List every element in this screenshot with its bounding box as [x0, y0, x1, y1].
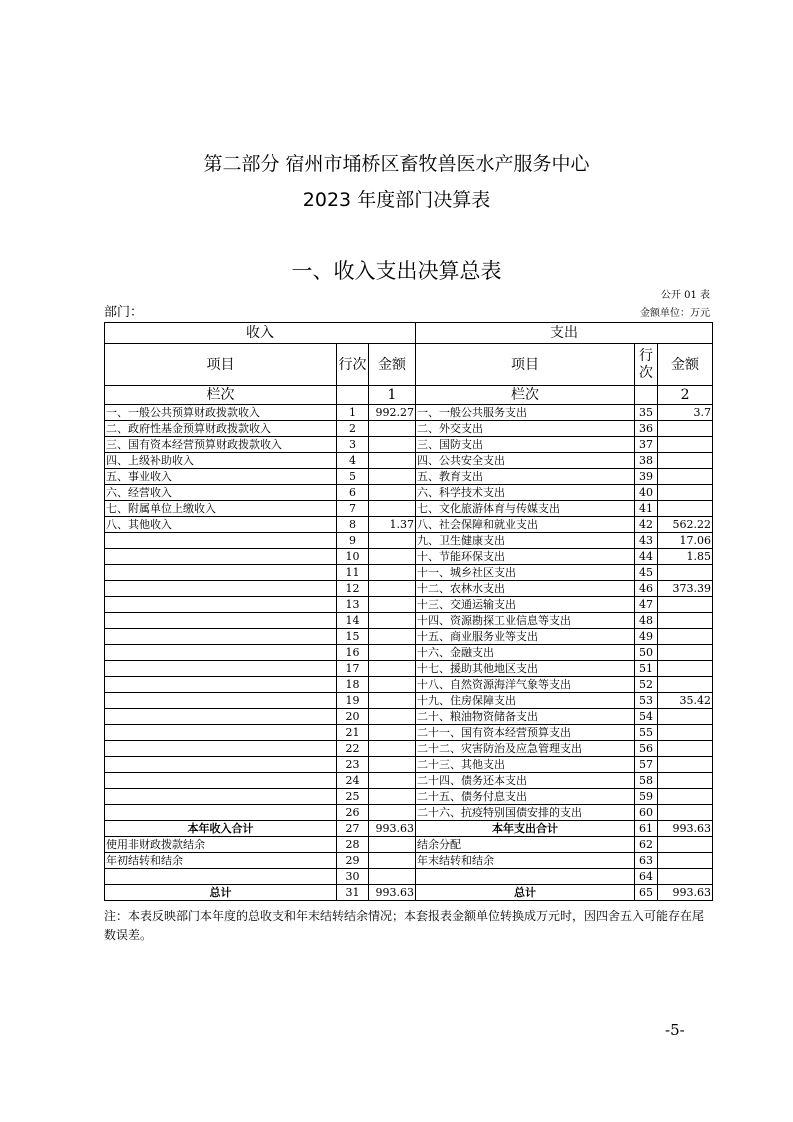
income-item: 一、一般公共预算财政拨款收入: [105, 405, 337, 421]
income-line: 13: [337, 597, 369, 613]
expense-line: 63: [635, 853, 658, 869]
income-item: 六、经营收入: [105, 485, 337, 501]
expense-line: 36: [635, 421, 658, 437]
income-line: 11: [337, 565, 369, 581]
income-item: [105, 709, 337, 725]
table-row: [105, 837, 713, 853]
income-amount: [369, 757, 416, 773]
table-row: [105, 885, 713, 901]
income-line: 27: [337, 821, 369, 837]
expense-line: 57: [635, 757, 658, 773]
income-line: 10: [337, 549, 369, 565]
table-row: [105, 597, 713, 613]
income-line: 31: [337, 885, 369, 901]
income-amount: [369, 725, 416, 741]
expense-amount: [658, 837, 713, 853]
expense-amount: [658, 869, 713, 885]
income-line: 8: [337, 517, 369, 533]
expense-line: 47: [635, 597, 658, 613]
expense-amount: [658, 613, 713, 629]
income-amount: [369, 437, 416, 453]
expense-header: 支出: [416, 323, 713, 344]
expense-line-header: 行次: [635, 344, 658, 386]
expense-amount: 993.63: [658, 885, 713, 901]
expense-amount: 17.06: [658, 533, 713, 549]
expense-line: 64: [635, 869, 658, 885]
section-title: 一、收入支出决算总表: [291, 259, 502, 283]
expense-item: 二十四、债务还本支出: [416, 773, 635, 789]
expense-amount-header: 金额: [658, 344, 713, 386]
income-amount: [369, 693, 416, 709]
income-item: 年初结转和结余: [105, 853, 337, 869]
table-row: [105, 469, 713, 485]
form-code: 公开 01 表: [660, 290, 710, 301]
expense-line: 49: [635, 629, 658, 645]
income-amount: [369, 581, 416, 597]
income-item: 使用非财政拨款结余: [105, 837, 337, 853]
income-amount: [369, 485, 416, 501]
col-number-1: 1: [369, 386, 416, 405]
income-amount: [369, 661, 416, 677]
income-line: 5: [337, 469, 369, 485]
income-amount: [369, 677, 416, 693]
income-line: 17: [337, 661, 369, 677]
page-number: -5-: [665, 1021, 685, 1039]
budget-table: [104, 322, 713, 901]
income-amount: [369, 837, 416, 853]
expense-amount: [658, 501, 713, 517]
income-amount: [369, 421, 416, 437]
expense-amount: [658, 709, 713, 725]
expense-amount: 373.39: [658, 581, 713, 597]
table-row: [105, 501, 713, 517]
expense-amount: [658, 437, 713, 453]
income-amount: [369, 869, 416, 885]
income-line: 23: [337, 757, 369, 773]
expense-item: 二十五、债务付息支出: [416, 789, 635, 805]
income-amount: [369, 709, 416, 725]
expense-item: 本年支出合计: [416, 821, 635, 837]
table-row: [105, 645, 713, 661]
income-item: [105, 629, 337, 645]
expense-line: 65: [635, 885, 658, 901]
expense-item: 一、一般公共服务支出: [416, 405, 635, 421]
expense-item: 七、文化旅游体育与传媒支出: [416, 501, 635, 517]
expense-item: [416, 869, 635, 885]
expense-amount: [658, 789, 713, 805]
expense-line: 60: [635, 805, 658, 821]
col-number-2: 2: [658, 386, 713, 405]
income-line: 26: [337, 805, 369, 821]
table-row: [105, 565, 713, 581]
income-amount: [369, 469, 416, 485]
income-line: 9: [337, 533, 369, 549]
income-amount: [369, 741, 416, 757]
expense-item: 二十二、灾害防治及应急管理支出: [416, 741, 635, 757]
expense-line: 62: [635, 837, 658, 853]
expense-item: 二十三、其他支出: [416, 757, 635, 773]
income-line: 15: [337, 629, 369, 645]
expense-amount: [658, 757, 713, 773]
expense-line: 37: [635, 437, 658, 453]
income-item: [105, 645, 337, 661]
table-row: [105, 709, 713, 725]
table-row: [105, 517, 713, 533]
income-item: 七、附属单位上缴收入: [105, 501, 337, 517]
table-row: [105, 821, 713, 837]
table-row: [105, 757, 713, 773]
income-amount: [369, 629, 416, 645]
income-line: 18: [337, 677, 369, 693]
table-row: [105, 405, 713, 421]
income-amount: 992.27: [369, 405, 416, 421]
expense-amount: [658, 725, 713, 741]
income-line-header: 行次: [337, 344, 369, 386]
expense-line: 54: [635, 709, 658, 725]
income-line: 2: [337, 421, 369, 437]
income-line: 1: [337, 405, 369, 421]
income-item: [105, 565, 337, 581]
table-row: [105, 677, 713, 693]
expense-line: 53: [635, 693, 658, 709]
income-item: 本年收入合计: [105, 821, 337, 837]
income-line: 16: [337, 645, 369, 661]
income-line: 25: [337, 789, 369, 805]
expense-line: 41: [635, 501, 658, 517]
expense-line: 44: [635, 549, 658, 565]
expense-item-header: 项目: [416, 344, 635, 386]
income-item: 八、其他收入: [105, 517, 337, 533]
expense-item: 五、教育支出: [416, 469, 635, 485]
income-line: 19: [337, 693, 369, 709]
income-line: 30: [337, 869, 369, 885]
table-row: [105, 661, 713, 677]
expense-line: 46: [635, 581, 658, 597]
income-amount: [369, 597, 416, 613]
expense-item: 十二、农林水支出: [416, 581, 635, 597]
table-row: [105, 581, 713, 597]
income-amount: [369, 789, 416, 805]
expense-amount: [658, 597, 713, 613]
expense-item: 九、卫生健康支出: [416, 533, 635, 549]
income-item: [105, 597, 337, 613]
expense-line: 50: [635, 645, 658, 661]
expense-line: 38: [635, 453, 658, 469]
income-line: 29: [337, 853, 369, 869]
table-row: [105, 741, 713, 757]
income-amount: [369, 645, 416, 661]
income-item: 四、上级补助收入: [105, 453, 337, 469]
table-row: [105, 613, 713, 629]
expense-line: 35: [635, 405, 658, 421]
expense-amount: [658, 677, 713, 693]
income-line: 12: [337, 581, 369, 597]
expense-line: 48: [635, 613, 658, 629]
income-amount: [369, 853, 416, 869]
table-row: [105, 725, 713, 741]
table-section: [104, 322, 714, 945]
income-item: [105, 677, 337, 693]
income-item: 二、政府性基金预算财政拨款收入: [105, 421, 337, 437]
income-line: 21: [337, 725, 369, 741]
income-item: [105, 661, 337, 677]
expense-item: 六、科学技术支出: [416, 485, 635, 501]
expense-amount: [658, 453, 713, 469]
expense-line: 45: [635, 565, 658, 581]
expense-amount: [658, 805, 713, 821]
table-row: [105, 629, 713, 645]
income-item: [105, 789, 337, 805]
income-amount: [369, 453, 416, 469]
expense-item: 二十、粮油物资储备支出: [416, 709, 635, 725]
income-line: 20: [337, 709, 369, 725]
expense-line: 56: [635, 741, 658, 757]
income-item: [105, 533, 337, 549]
income-item: 三、国有资本经营预算财政拨款收入: [105, 437, 337, 453]
income-amount: [369, 565, 416, 581]
col-label: 栏次: [105, 386, 337, 405]
table-note: 注：本表反映部门本年度的总收支和年末结转结余情况；本套报表金额单位转换成万元时，因四舍五入可能存在尾数误差。: [104, 909, 705, 942]
expense-item: 十八、自然资源海洋气象等支出: [416, 677, 635, 693]
income-header: 收入: [105, 323, 416, 344]
expense-item: 结余分配: [416, 837, 635, 853]
expense-line: 58: [635, 773, 658, 789]
income-line: 24: [337, 773, 369, 789]
expense-item: 十七、援助其他地区支出: [416, 661, 635, 677]
table-row: [105, 549, 713, 565]
document-subtitle: 2023 年度部门决算表: [302, 189, 491, 211]
income-item: [105, 757, 337, 773]
expense-amount: [658, 853, 713, 869]
expense-item: 三、国防支出: [416, 437, 635, 453]
expense-line: 51: [635, 661, 658, 677]
table-row: [105, 421, 713, 437]
expense-item: 八、社会保障和就业支出: [416, 517, 635, 533]
income-amount: [369, 501, 416, 517]
expense-amount: [658, 773, 713, 789]
income-item: [105, 869, 337, 885]
expense-line: 43: [635, 533, 658, 549]
income-line: 28: [337, 837, 369, 853]
table-row: [105, 533, 713, 549]
expense-amount: [658, 645, 713, 661]
expense-amount: [658, 485, 713, 501]
expense-item: 十、节能环保支出: [416, 549, 635, 565]
table-row: [105, 693, 713, 709]
expense-item: 二、外交支出: [416, 421, 635, 437]
col-label: 栏次: [416, 386, 635, 405]
income-item: [105, 725, 337, 741]
expense-item: 十九、住房保障支出: [416, 693, 635, 709]
expense-amount: 562.22: [658, 517, 713, 533]
income-amount: [369, 549, 416, 565]
income-line: 6: [337, 485, 369, 501]
table-row: [105, 869, 713, 885]
expense-amount: 3.7: [658, 405, 713, 421]
expense-line: 40: [635, 485, 658, 501]
expense-line: 52: [635, 677, 658, 693]
income-amount: [369, 533, 416, 549]
table-row: [105, 453, 713, 469]
expense-amount: 1.85: [658, 549, 713, 565]
expense-item: 十四、资源勘探工业信息等支出: [416, 613, 635, 629]
income-item: [105, 805, 337, 821]
income-item: [105, 693, 337, 709]
income-item: 总计: [105, 885, 337, 901]
table-row: [105, 789, 713, 805]
document-title: 第二部分 宿州市埇桥区畜牧兽医水产服务中心: [203, 153, 590, 175]
income-item: 五、事业收入: [105, 469, 337, 485]
income-amount: 1.37: [369, 517, 416, 533]
income-amount-header: 金额: [369, 344, 416, 386]
income-line: 14: [337, 613, 369, 629]
expense-line: 42: [635, 517, 658, 533]
expense-line: 59: [635, 789, 658, 805]
income-item: [105, 613, 337, 629]
department-label: 部门：: [104, 305, 144, 320]
expense-item: 十五、商业服务业等支出: [416, 629, 635, 645]
income-item: [105, 741, 337, 757]
income-line: 7: [337, 501, 369, 517]
income-item: [105, 581, 337, 597]
expense-line: 55: [635, 725, 658, 741]
expense-line: 61: [635, 821, 658, 837]
expense-amount: 993.63: [658, 821, 713, 837]
income-amount: 993.63: [369, 885, 416, 901]
expense-line: 39: [635, 469, 658, 485]
income-line: 3: [337, 437, 369, 453]
expense-item: 总计: [416, 885, 635, 901]
income-amount: [369, 805, 416, 821]
table-row: [105, 853, 713, 869]
income-line: 4: [337, 453, 369, 469]
expense-amount: [658, 469, 713, 485]
unit-label: 金额单位：万元: [640, 308, 710, 319]
income-item-header: 项目: [105, 344, 337, 386]
expense-item: 二十六、抗疫特别国债安排的支出: [416, 805, 635, 821]
table-row: [105, 485, 713, 501]
table-row: [105, 773, 713, 789]
income-amount: [369, 773, 416, 789]
expense-amount: [658, 565, 713, 581]
expense-amount: 35.42: [658, 693, 713, 709]
expense-amount: [658, 629, 713, 645]
table-row: [105, 437, 713, 453]
income-amount: 993.63: [369, 821, 416, 837]
income-item: [105, 549, 337, 565]
expense-item: 四、公共安全支出: [416, 453, 635, 469]
expense-item: 二十一、国有资本经营预算支出: [416, 725, 635, 741]
expense-amount: [658, 741, 713, 757]
expense-amount: [658, 661, 713, 677]
income-item: [105, 773, 337, 789]
expense-amount: [658, 421, 713, 437]
expense-item: 十六、金融支出: [416, 645, 635, 661]
table-row: [105, 805, 713, 821]
expense-item: 十一、城乡社区支出: [416, 565, 635, 581]
expense-item: 十三、交通运输支出: [416, 597, 635, 613]
expense-item: 年末结转和结余: [416, 853, 635, 869]
income-line: 22: [337, 741, 369, 757]
income-amount: [369, 613, 416, 629]
